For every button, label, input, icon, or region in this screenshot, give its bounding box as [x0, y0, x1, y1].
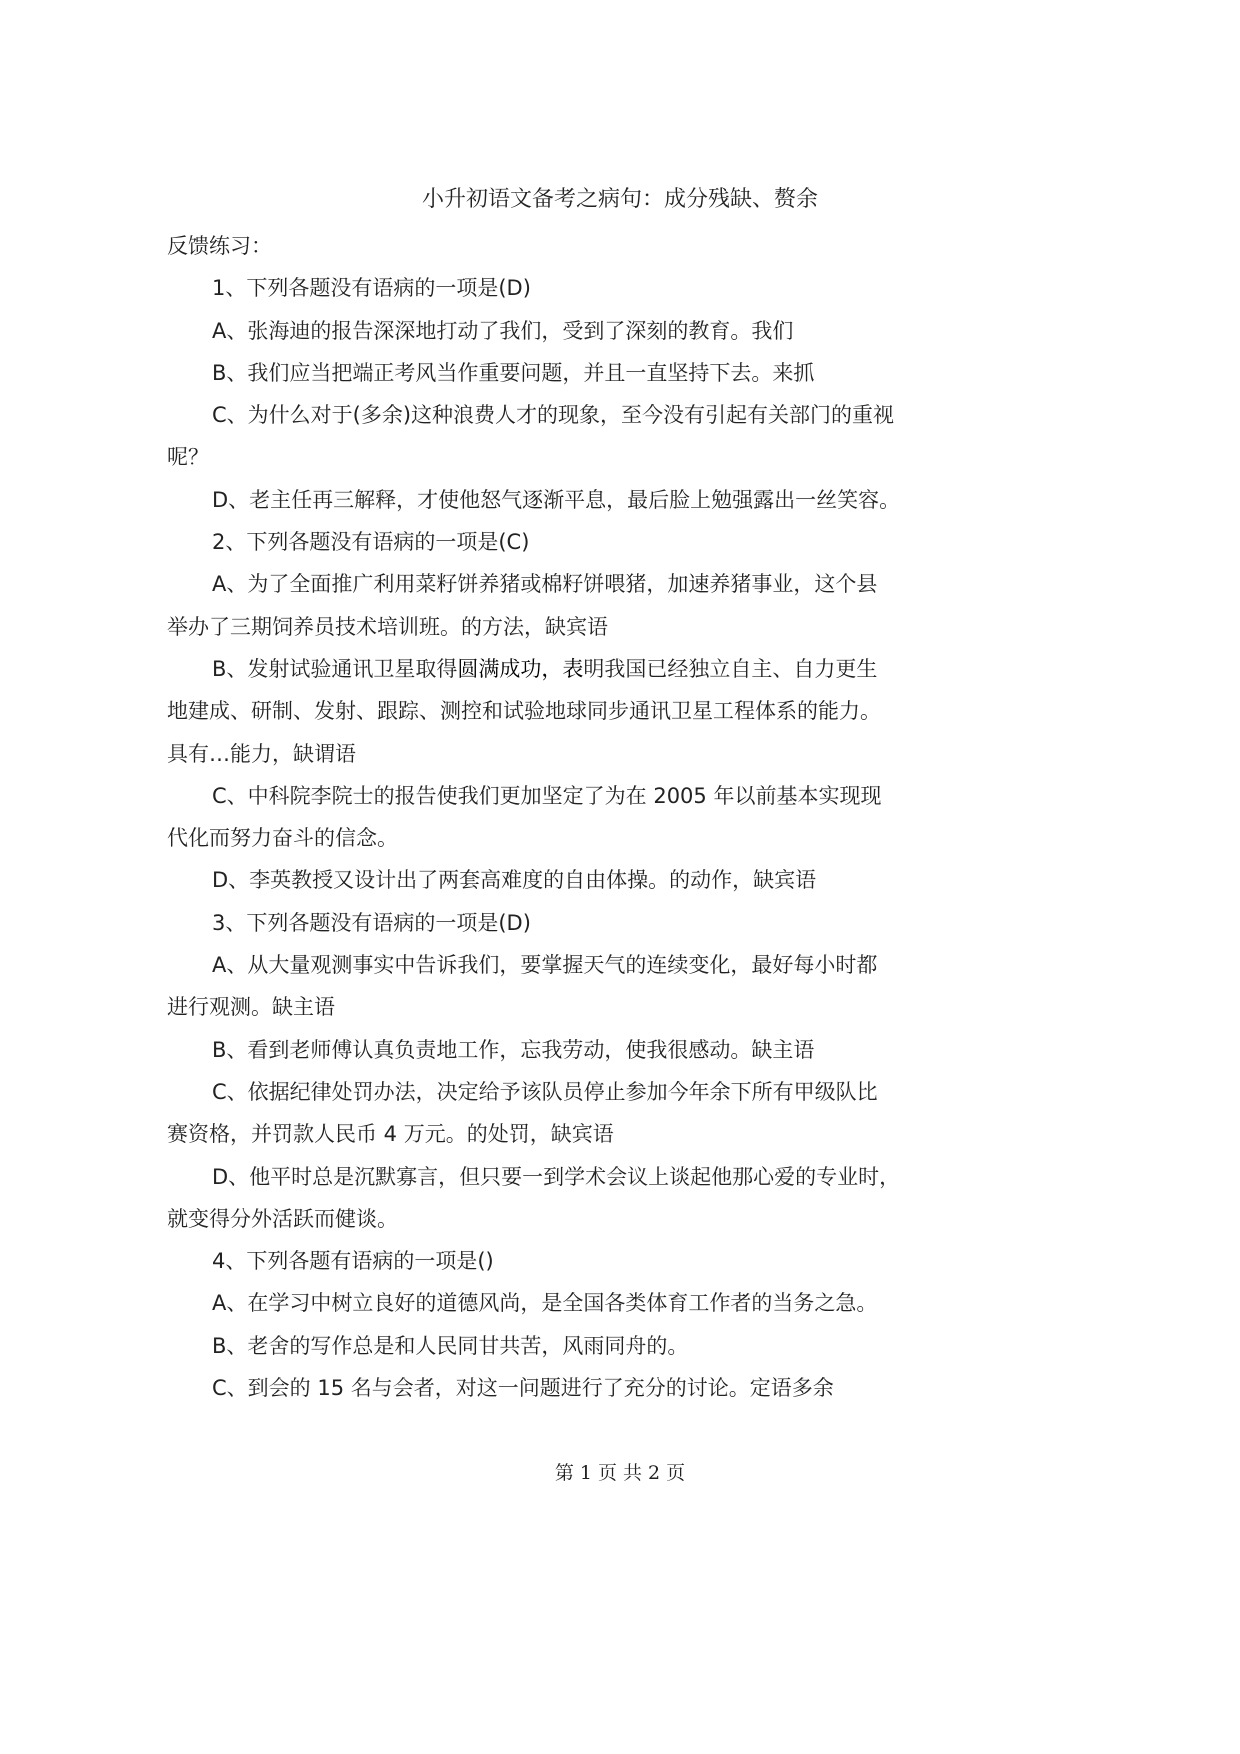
- question-3-option-d-line2: 就变得分外活跃而健谈。: [167, 1206, 398, 1231]
- question-3-option-d-line1: D、他平时总是沉默寡言，但只要一到学术会议上谈起他那心爱的专业时，: [212, 1164, 901, 1189]
- emphasized-text-run: 圆满成功，表: [457, 656, 584, 681]
- question-2-option-c-line1: C、中科院李院士的报告使我们更加坚定了为在 2005 年以前基本实现现: [212, 783, 882, 808]
- question-1-option-a: A、张海迪的报告深深地打动了我们，受到了深刻的教育。我们: [212, 318, 794, 343]
- question-3-option-a-line2: 进行观测。缺主语: [167, 995, 335, 1020]
- document-body: [167, 225, 947, 1409]
- text-run: B、发射试验通讯卫星取得: [212, 656, 458, 681]
- question-2-option-b-line2: 地建成、研制、发射、跟踪、测控和试验地球同步通讯卫星工程体系的能力。: [167, 699, 881, 724]
- document-title: 小升初语文备考之病句：成分残缺、赘余: [421, 187, 818, 212]
- question-1-option-d: D、老主任再三解释，才使他怒气逐渐平息，最后脸上勉强露出一丝笑容。: [212, 487, 901, 512]
- question-4-stem: 4、下列各题有语病的一项是(): [212, 1249, 494, 1274]
- text-run: 明我国已经独立自主、自力更生: [583, 656, 878, 681]
- question-4-option-a: A、在学习中树立良好的道德风尚，是全国各类体育工作者的当务之急。: [212, 1291, 878, 1316]
- question-2-option-a-line2: 举办了三期饲养员技术培训班。的方法，缺宾语: [167, 614, 608, 639]
- question-4-option-b: B、老舍的写作总是和人民同甘共苦，风雨同舟的。: [212, 1333, 689, 1358]
- question-1-stem: 1、下列各题没有语病的一项是(D): [212, 276, 531, 301]
- question-3-option-a-line1: A、从大量观测事实中告诉我们，要掌握天气的连续变化，最好每小时都: [212, 953, 878, 978]
- question-3-option-b: B、看到老师傅认真负责地工作，忘我劳动，使我很感动。缺主语: [212, 1037, 815, 1062]
- question-2-stem: 2、下列各题没有语病的一项是(C): [212, 530, 530, 555]
- question-2-option-b-line3: 具有…能力，缺谓语: [167, 741, 356, 766]
- question-2-option-a-line1: A、为了全面推广利用菜籽饼养猪或棉籽饼喂猪，加速养猪事业，这个县: [212, 572, 878, 597]
- section-label: 反馈练习：: [167, 234, 272, 258]
- question-3-option-c-line2: 赛资格，并罚款人民币 4 万元。的处罚，缺宾语: [167, 1122, 614, 1147]
- question-1-option-b: B、我们应当把端正考风当作重要问题，并且一直坚持下去。来抓: [212, 360, 815, 385]
- question-2-option-b-line1: [167, 648, 947, 690]
- question-2-option-c-line2: 代化而努力奋斗的信念。: [167, 826, 398, 851]
- question-2-option-d: D、李英教授又设计出了两套高难度的自由体操。的动作，缺宾语: [212, 868, 817, 893]
- question-3-stem: 3、下列各题没有语病的一项是(D): [212, 910, 531, 935]
- question-1-option-c-line2: 呢？: [167, 445, 209, 470]
- question-3-option-c-line1: C、依据纪律处罚办法，决定给予该队员停止参加今年余下所有甲级队比: [212, 1079, 878, 1104]
- question-1-option-c-line1: C、为什么对于(多余)这种浪费人才的现象，至今没有引起有关部门的重视: [212, 403, 895, 428]
- page-number-footer: 第 1 页 共 2 页: [554, 1462, 686, 1484]
- question-4-option-c: C、到会的 15 名与会者，对这一问题进行了充分的讨论。定语多余: [212, 1376, 834, 1401]
